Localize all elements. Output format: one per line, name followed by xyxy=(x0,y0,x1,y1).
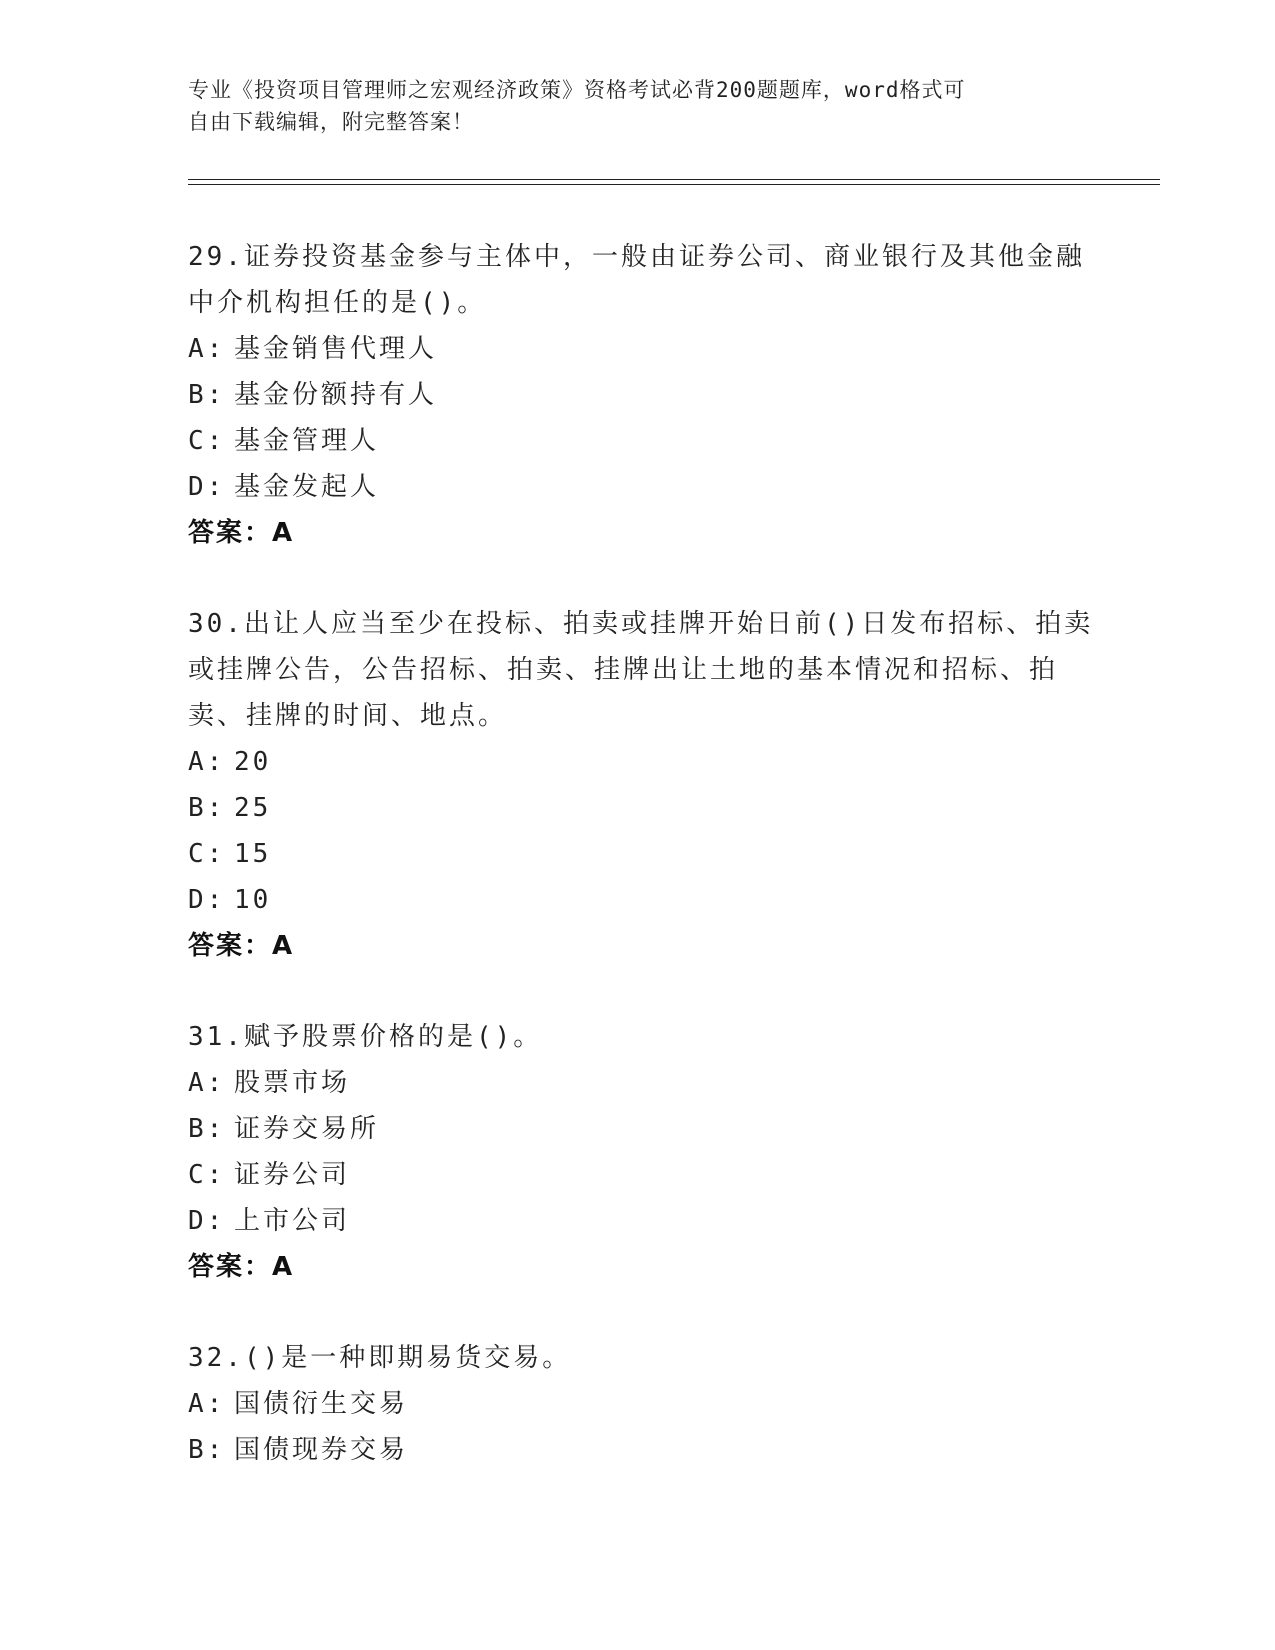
stem-line: 30.出让人应当至少在投标、拍卖或挂牌开始日前()日发布招标、拍卖 xyxy=(188,609,1094,639)
option-b xyxy=(188,1427,1088,1473)
option-key: B: xyxy=(188,1114,226,1144)
question-31 xyxy=(188,1014,1088,1290)
option-key: A: xyxy=(188,334,226,364)
option-key: D: xyxy=(188,472,226,502)
option-a xyxy=(188,739,1088,785)
answer-line: 答案：A xyxy=(188,931,295,961)
answer-line: 答案：A xyxy=(188,1252,295,1282)
document-header xyxy=(188,74,1088,138)
header-line-1: 专业《投资项目管理师之宏观经济政策》资格考试必背200题题库，word格式可 xyxy=(188,78,966,102)
header-line-2: 自由下载编辑，附完整答案！ xyxy=(188,110,474,134)
option-text: 基金发起人 xyxy=(234,472,380,502)
question-stem xyxy=(188,601,1094,739)
option-d xyxy=(188,464,1088,510)
option-b xyxy=(188,372,1088,418)
stem-line: 卖、挂牌的时间、地点。 xyxy=(188,701,508,731)
option-key: A: xyxy=(188,747,226,777)
option-text: 国债衍生交易 xyxy=(234,1389,409,1419)
option-a xyxy=(188,326,1088,372)
option-key: C: xyxy=(188,1160,226,1190)
option-a xyxy=(188,1381,1088,1427)
option-text: 基金销售代理人 xyxy=(234,334,438,364)
stem-line: 中介机构担任的是()。 xyxy=(188,288,487,318)
question-stem xyxy=(188,1335,1088,1381)
option-text: 基金管理人 xyxy=(234,426,380,456)
option-key: C: xyxy=(188,839,226,869)
answer-line: 答案：A xyxy=(188,518,295,548)
option-b xyxy=(188,785,1088,831)
question-30 xyxy=(188,601,1094,969)
option-text: 20 xyxy=(234,747,272,777)
option-key: D: xyxy=(188,1206,226,1236)
stem-line: 31.赋予股票价格的是()。 xyxy=(188,1022,543,1052)
option-text: 15 xyxy=(234,839,272,869)
option-text: 基金份额持有人 xyxy=(234,380,438,410)
option-key: B: xyxy=(188,793,226,823)
option-text: 10 xyxy=(234,885,272,915)
option-key: A: xyxy=(188,1389,226,1419)
stem-line: 29.证券投资基金参与主体中，一般由证券公司、商业银行及其他金融 xyxy=(188,242,1085,272)
option-c xyxy=(188,831,1088,877)
option-key: C: xyxy=(188,426,226,456)
option-key: B: xyxy=(188,1435,226,1465)
header-divider-bottom xyxy=(188,184,1160,185)
option-text: 上市公司 xyxy=(234,1206,351,1236)
option-text: 股票市场 xyxy=(234,1068,351,1098)
option-text: 25 xyxy=(234,793,272,823)
question-stem xyxy=(188,234,1088,326)
option-b xyxy=(188,1106,1088,1152)
option-text: 证券公司 xyxy=(234,1160,351,1190)
option-key: B: xyxy=(188,380,226,410)
option-key: A: xyxy=(188,1068,226,1098)
option-d xyxy=(188,877,1088,923)
header-divider-top xyxy=(188,179,1160,180)
option-a xyxy=(188,1060,1088,1106)
stem-line: 32.()是一种即期易货交易。 xyxy=(188,1343,572,1373)
option-text: 证券交易所 xyxy=(234,1114,380,1144)
question-32 xyxy=(188,1335,1088,1473)
option-c xyxy=(188,1152,1088,1198)
option-key: D: xyxy=(188,885,226,915)
option-d xyxy=(188,1198,1088,1244)
option-c xyxy=(188,418,1088,464)
question-stem xyxy=(188,1014,1088,1060)
option-text: 国债现券交易 xyxy=(234,1435,409,1465)
stem-line: 或挂牌公告，公告招标、拍卖、挂牌出让土地的基本情况和招标、拍 xyxy=(188,655,1059,685)
question-29 xyxy=(188,234,1088,556)
